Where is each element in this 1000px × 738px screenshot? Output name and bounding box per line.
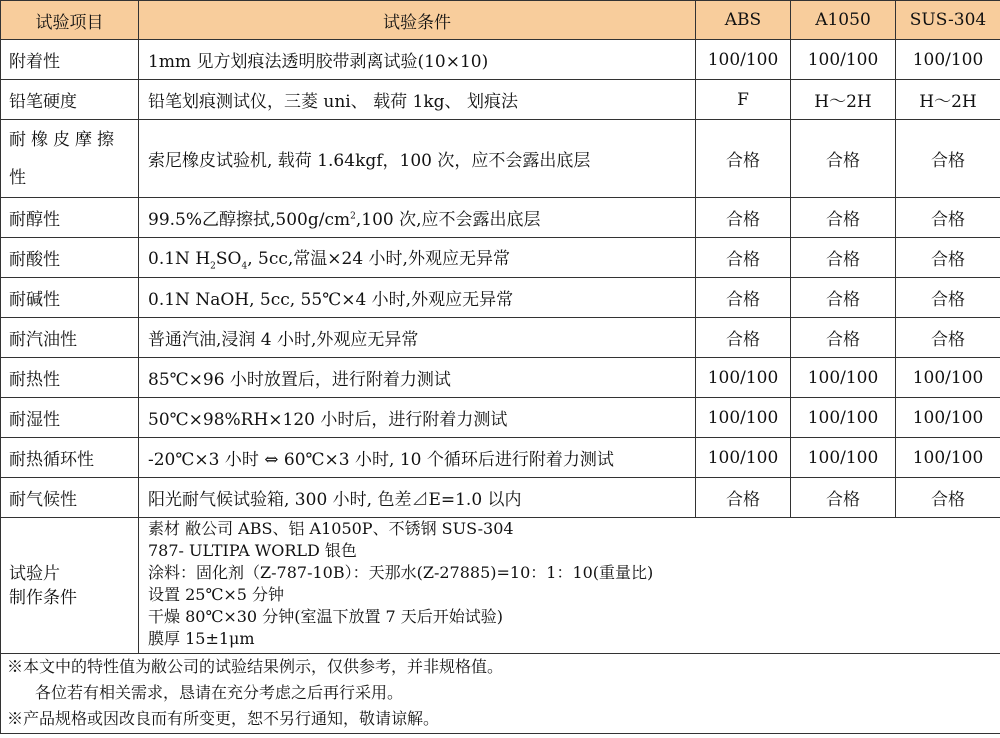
row-abs: 合格 (696, 278, 791, 318)
condition-text: ,100 次,应不会露出底层 (355, 210, 541, 230)
row-a1050: 合格 (791, 198, 896, 238)
header-row (1, 1, 1000, 40)
row-condition: 普通汽油,浸润 4 小时,外观应无异常 (139, 318, 696, 358)
table-row (1, 438, 1000, 478)
header-abs: ABS (696, 1, 791, 40)
row-condition (139, 198, 696, 238)
prep-line: 素材 敝公司 ABS、铝 A1050P、不锈钢 SUS-304 (148, 519, 514, 538)
table-row (1, 358, 1000, 398)
table-row (1, 278, 1000, 318)
row-item: 耐醇性 (1, 198, 139, 238)
note-line: ※产品规格或因改良而有所变更，恕不另行通知，敬请谅解。 (7, 709, 440, 728)
row-a1050: 合格 (791, 318, 896, 358)
row-condition: -20℃×3 小时 ⇔ 60℃×3 小时, 10 个循环后进行附着力测试 (139, 438, 696, 478)
row-sus304: 100/100 (896, 438, 1000, 478)
row-condition: 索尼橡皮试验机, 载荷 1.64kgf，100 次，应不会露出底层 (139, 120, 696, 198)
row-sus304: 合格 (896, 278, 1000, 318)
row-condition: 1mm 见方划痕法透明胶带剥离试验(10×10) (139, 40, 696, 80)
table-row (1, 398, 1000, 438)
row-sus304: 合格 (896, 120, 1000, 198)
note-line: ※本文中的特性值为敝公司的试验结果例示，仅供参考，并非规格值。 (7, 657, 504, 676)
prep-label-line: 试验片 (9, 563, 60, 584)
row-item: 铅笔硬度 (1, 80, 139, 120)
row-a1050: 合格 (791, 238, 896, 278)
table-row (1, 40, 1000, 80)
row-sus304: 合格 (896, 318, 1000, 358)
row-condition: 85℃×96 小时放置后，进行附着力测试 (139, 358, 696, 398)
row-a1050: 100/100 (791, 40, 896, 80)
row-item: 耐橡皮摩擦性 (1, 120, 139, 198)
header-a1050: A1050 (791, 1, 896, 40)
row-sus304: 合格 (896, 238, 1000, 278)
prep-conditions-row (1, 518, 1000, 654)
row-abs: F (696, 80, 791, 120)
row-item: 耐气候性 (1, 478, 139, 518)
row-condition: 铅笔划痕测试仪，三菱 uni、 载荷 1kg、 划痕法 (139, 80, 696, 120)
row-abs: 合格 (696, 120, 791, 198)
row-a1050: 100/100 (791, 398, 896, 438)
prep-line: 设置 25℃×5 分钟 (148, 585, 285, 604)
prep-line: 干燥 80℃×30 分钟(室温下放置 7 天后开始试验) (148, 607, 504, 626)
superscript: 2 (350, 211, 356, 222)
table-row (1, 318, 1000, 358)
row-sus304: 合格 (896, 478, 1000, 518)
row-condition (139, 238, 696, 278)
row-item: 耐热循环性 (1, 438, 139, 478)
row-sus304: H～2H (896, 80, 1000, 120)
prep-details (139, 518, 1000, 654)
row-sus304: 合格 (896, 198, 1000, 238)
row-item: 附着性 (1, 40, 139, 80)
row-abs: 合格 (696, 478, 791, 518)
row-a1050: H～2H (791, 80, 896, 120)
subscript: 2 (210, 261, 216, 272)
row-abs: 100/100 (696, 398, 791, 438)
row-sus304: 100/100 (896, 358, 1000, 398)
condition-text: 0.1N H (148, 248, 211, 269)
prep-line: 涂料：固化剂（Z-787-10B）：天那水(Z-27885)=10：1：10(重量比) (148, 563, 654, 582)
prep-label-line: 制作条件 (9, 587, 77, 608)
row-abs: 100/100 (696, 358, 791, 398)
row-a1050: 100/100 (791, 438, 896, 478)
row-abs: 合格 (696, 198, 791, 238)
row-a1050: 合格 (791, 278, 896, 318)
table-row (1, 238, 1000, 278)
subscript: 4 (241, 261, 248, 272)
row-a1050: 合格 (791, 478, 896, 518)
row-item: 耐汽油性 (1, 318, 139, 358)
condition-text: 99.5%乙醇擦拭,500g/cm (148, 210, 351, 230)
row-a1050: 合格 (791, 120, 896, 198)
row-sus304: 100/100 (896, 40, 1000, 80)
row-condition: 阳光耐气候试验箱, 300 小时, 色差⊿E=1.0 以内 (139, 478, 696, 518)
condition-text: SO (215, 248, 242, 269)
row-item: 耐碱性 (1, 278, 139, 318)
row-abs: 合格 (696, 238, 791, 278)
row-sus304: 100/100 (896, 398, 1000, 438)
condition-text: , 5cc,常温×24 小时,外观应无异常 (247, 248, 510, 269)
row-item: 耐热性 (1, 358, 139, 398)
header-sus304: SUS-304 (896, 1, 1000, 40)
prep-line: 膜厚 15±1μm (148, 629, 255, 648)
row-item: 耐湿性 (1, 398, 139, 438)
prep-line: 787- ULTIPA WORLD 银色 (148, 541, 357, 560)
row-condition: 0.1N NaOH, 5cc, 55℃×4 小时,外观应无异常 (139, 278, 696, 318)
notes-row (1, 654, 1000, 734)
notes (1, 654, 1000, 734)
row-abs: 合格 (696, 318, 791, 358)
row-abs: 100/100 (696, 438, 791, 478)
note-line: 各位若有相关需求，恳请在充分考虑之后再行采用。 (35, 683, 404, 702)
prep-label (1, 518, 139, 654)
table-row (1, 198, 1000, 238)
table-row (1, 478, 1000, 518)
header-item: 试验项目 (1, 1, 139, 40)
table-row (1, 80, 1000, 120)
row-item: 耐酸性 (1, 238, 139, 278)
row-abs: 100/100 (696, 40, 791, 80)
header-condition: 试验条件 (139, 1, 696, 40)
table-row (1, 120, 1000, 198)
row-condition: 50℃×98%RH×120 小时后，进行附着力测试 (139, 398, 696, 438)
row-a1050: 100/100 (791, 358, 896, 398)
